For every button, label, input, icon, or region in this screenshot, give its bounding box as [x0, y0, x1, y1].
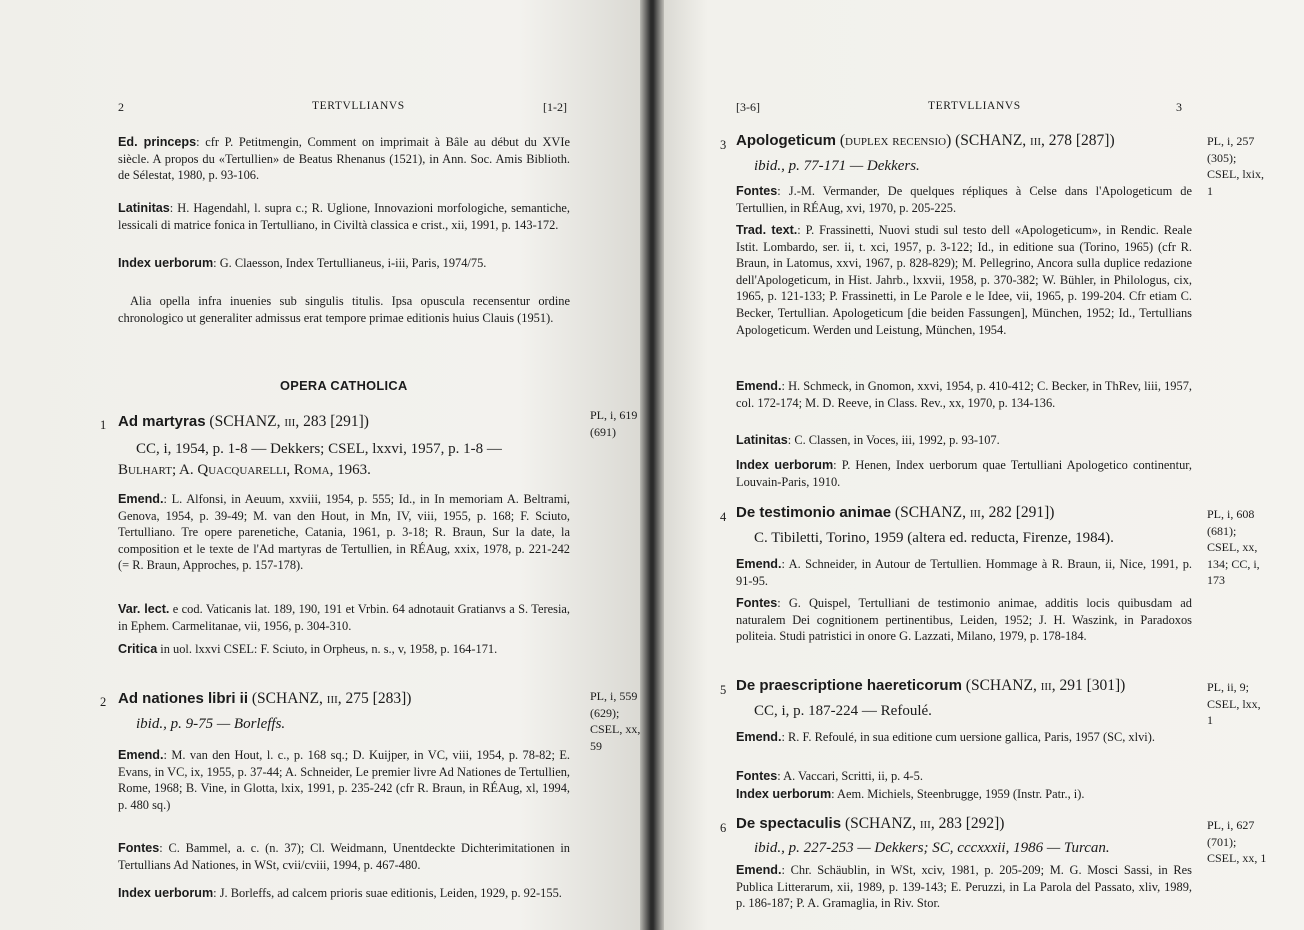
- section-heading: OPERA CATHOLICA: [280, 378, 408, 393]
- section-range: [3-6]: [736, 100, 760, 114]
- entry-number: 2: [100, 695, 107, 709]
- note-index-uerborum: Index uerborum: P. Henen, Index uerborum quae Tertulliani Apologetico continentur, Louvain-Paris, 1910.: [736, 458, 1192, 489]
- entry-title: Apologeticum (duplex recensio) (SCHANZ, iii, 278 [287]): [736, 132, 1115, 149]
- entry-title: Ad nationes libri ii (SCHANZ, iii, 275 [283]): [118, 690, 412, 707]
- entry-number: 3: [720, 138, 727, 152]
- entry-edition: ibid., p. 9-75 — Borleffs.: [136, 716, 286, 732]
- margin-reference: PL, i, 627 (701); CSEL, xx, 1: [1207, 818, 1267, 865]
- margin-reference: PL, i, 608 (681); CSEL, xx, 134; CC, i, 173: [1207, 507, 1260, 587]
- note-latinitas: Latinitas: C. Classen, in Voces, iii, 1992, p. 93-107.: [736, 433, 1000, 447]
- note-fontes: Fontes: G. Quispel, Tertulliani de testimonio animae, additis locis quibusdam ad naturalem Dei cognitionem pertinentibus, Leiden, 1952; J. H. Waszink, in Paradoxos politeia. Studi patristici in onore G. Lazzati, Milano, 1979, p. 178-184.: [736, 596, 1192, 644]
- page-number: 3: [1176, 100, 1182, 114]
- entry-number: 4: [720, 510, 727, 524]
- margin-reference: PL, i, 559 (629); CSEL, xx, 59: [590, 689, 641, 753]
- note-fontes: Fontes: A. Vaccari, Scritti, ii, p. 4-5.: [736, 769, 923, 783]
- note-var-lect: Var. lect. e cod. Vaticanis lat. 189, 190, 191 et Vrbin. 64 adnotauit Gratianvs a S. Teresia, in Ephem. Carmelitanae, vii, 1956, p. 304-310.: [118, 602, 570, 633]
- intro-latinitas: Latinitas: H. Hagendahl, l. supra c.; R. Uglione, Innovazioni morfologiche, semantiche, lessicali di matrice fonica in Tertulliano, in Civiltà classica e crist., xii, 1991, p. 143-172.: [118, 201, 570, 232]
- note-trad-text: Trad. text.: P. Frassinetti, Nuovi studi sul testo dell «Apologeticum», in Rendic. Reale Istit. Lombardo, ser. ii, t. xci, 1957, p. 3-122; Id., in editione sua (Torino, 1965) (cfr R. Braun, in Latomus, xxvi, 1967, p. 828-829); M. Pellegrino, Ancora sulla duplice redazione dell'Apologeticum, in Hist. Jahrb., lxxvii, 1958, p. 370-382; W. Bühler, in Philologus, cix, 1965, p. 121-133; P. Frassinetti, in Le Parole e le Idee, vii, 1965, p. 199-204. Cfr etiam C. Becker, Tertullian. Apologeticum [die beiden Fassungen], München, 1952; Id., Tertullians Apologeticum. Werden und Leistung, München, 1954.: [736, 223, 1192, 337]
- entry-edition: Bulhart; A. Quacquarelli, Roma, 1963.: [118, 462, 371, 478]
- note-fontes: Fontes: C. Bammel, a. c. (n. 37); Cl. Weidmann, Unentdeckte Dichterimitationen in Tertullians Ad Nationes, in WSt, cvii/cviii, 1994, p. 467-480.: [118, 841, 570, 872]
- note-emend: Emend.: A. Schneider, in Autour de Tertullien. Hommage à R. Braun, ii, Nice, 1991, p. 91-95.: [736, 557, 1192, 588]
- entry-number: 1: [100, 418, 107, 432]
- note-emend: Emend.: L. Alfonsi, in Aeuum, xxviii, 1954, p. 555; Id., in In memoriam A. Beltrami, Genova, 1954, p. 39-49; M. van den Hout, in Mn, IV, viii, 1955, p. 168; F. Sciuto, Tertulliano. Tre opere parenetiche, Catania, 1961, p. 3-18; R. Braun, Sur la date, la composition et le texte de l'Ad martyras de Tertullien, in RÉAug, xxix, 1978, p. 221-242 (= R. Braun, Approches, p. 157-178).: [118, 492, 570, 573]
- note-critica: Critica in uol. lxxvi CSEL: F. Sciuto, in Orpheus, n. s., v, 1958, p. 164-171.: [118, 642, 498, 656]
- entry-title: De spectaculis (SCHANZ, iii, 283 [292]): [736, 815, 1005, 832]
- note-index-uerborum: Index uerborum: Aem. Michiels, Steenbrugge, 1959 (Instr. Patr., i).: [736, 787, 1085, 801]
- section-range: [1-2]: [543, 100, 567, 114]
- entry-edition: CC, i, p. 187-224 — Refoulé.: [754, 703, 932, 719]
- right-page: [656, 0, 1304, 930]
- entry-edition: ibid., p. 227-253 — Dekkers; SC, cccxxxii, 1986 — Turcan.: [754, 840, 1110, 856]
- running-title: TERTVLLIANVS: [928, 100, 1021, 112]
- entry-title: De testimonio animae (SCHANZ, iii, 282 [291]): [736, 504, 1055, 521]
- left-page: [0, 0, 648, 930]
- note-index-uerborum: Index uerborum: J. Borleffs, ad calcem prioris suae editionis, Leiden, 1929, p. 92-155.: [118, 886, 562, 900]
- entry-edition: C. Tibiletti, Torino, 1959 (altera ed. reducta, Firenze, 1984).: [754, 530, 1114, 546]
- margin-reference: PL, i, 619 (691): [590, 408, 638, 439]
- entry-number: 5: [720, 683, 727, 697]
- note-fontes: Fontes: J.-M. Vermander, De quelques répliques à Celse dans l'Apologeticum de Tertullien, in RÉAug, xvi, 1970, p. 205-225.: [736, 184, 1192, 215]
- entry-title: Ad martyras (SCHANZ, iii, 283 [291]): [118, 413, 369, 430]
- note-emend: Emend.: R. F. Refoulé, in sua editione cum uersione gallica, Paris, 1957 (SC, xlvi).: [736, 730, 1155, 744]
- entry-number: 6: [720, 821, 727, 835]
- entry-title: De praescriptione haereticorum (SCHANZ, iii, 291 [301]): [736, 677, 1126, 694]
- entry-edition: ibid., p. 77-171 — Dekkers.: [754, 158, 920, 174]
- margin-reference: PL, ii, 9; CSEL, lxx, 1: [1207, 680, 1261, 727]
- margin-reference: PL, i, 257 (305); CSEL, lxix, 1: [1207, 134, 1265, 198]
- page-number: 2: [118, 100, 124, 114]
- note-emend: Emend.: H. Schmeck, in Gnomon, xxvi, 1954, p. 410-412; C. Becker, in ThRev, liii, 1957, col. 172-174; M. D. Reeve, in Class. Rev., xx, 1970, p. 134-136.: [736, 379, 1192, 410]
- entry-edition: CC, i, 1954, p. 1-8 — Dekkers; CSEL, lxxvi, 1957, p. 1-8 —: [136, 441, 502, 457]
- note-emend: Emend.: Chr. Schäublin, in WSt, xciv, 1981, p. 205-209; M. G. Mosci Sassi, in Res Publica Litterarum, xii, 1989, p. 139-143; E. Peruzzi, in La Parola del Passato, xliv, 1989, p. 186-187; P. A. Gramaglia, in Riv. Stor.: [736, 863, 1192, 911]
- running-title: TERTVLLIANVS: [312, 100, 405, 112]
- book-gutter: [640, 0, 664, 930]
- note-emend: Emend.: M. van den Hout, l. c., p. 168 sq.; D. Kuijper, in VC, viii, 1954, p. 78-82; E. Evans, in VC, ix, 1955, p. 37-44; A. Schneider, Le premier livre Ad Nationes de Tertullien, Rome, 1968; B. Vine, in Glotta, lxix, 1991, p. 235-242 (cfr R. Braun, in RÉAug, xl, 1994, p. 480 sq.): [118, 748, 570, 812]
- intro-ed-princeps: Ed. princeps: cfr P. Petitmengin, Comment on imprimait à Bâle au début du XVIe siècle. A propos du «Tertullien» de Beatus Rhenanus (1521), in Ann. Soc. Amis Biblioth. de Sélestat, 1980, p. 93-106.: [118, 135, 570, 183]
- intro-note: Alia opella infra inuenies sub singulis titulis. Ipsa opuscula recensentur ordine chronologico ut generaliter admissus erat tempore primae editionis huius Clauis (1951).: [118, 294, 570, 325]
- intro-index-uerborum: Index uerborum: G. Claesson, Index Tertullianeus, i-iii, Paris, 1974/75.: [118, 256, 487, 270]
